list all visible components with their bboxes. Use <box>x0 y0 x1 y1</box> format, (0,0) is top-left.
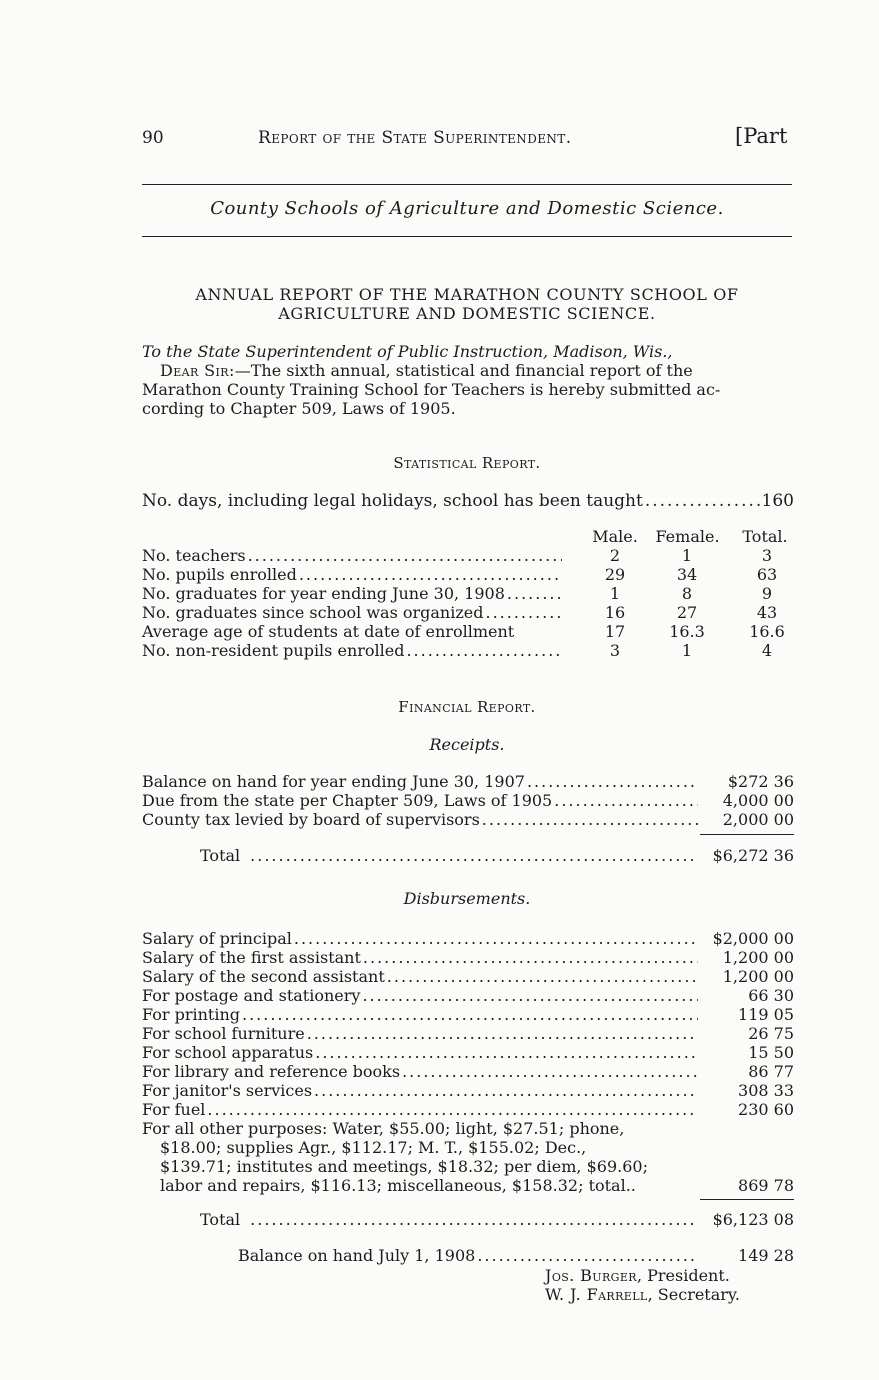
disbursement-amount: 15 50 <box>748 1043 794 1062</box>
disbursement-row <box>142 1043 698 1062</box>
receipt-label: Balance on hand for year ending June 30, 1907 <box>142 772 525 791</box>
disbursement-label: For school furniture <box>142 1024 305 1043</box>
leader-dots <box>507 584 562 603</box>
stat-label: No. graduates since school was organized <box>142 603 484 622</box>
page-number: 90 <box>142 128 164 148</box>
leader-dots <box>299 565 562 584</box>
letter-line1-text: —The sixth annual, statistical and financial report of the <box>234 361 693 380</box>
bottom-rule <box>142 236 792 237</box>
disbursement-row <box>142 1062 698 1081</box>
running-title: Report of the State Superintendent. <box>258 128 572 148</box>
stat-male: 16 <box>604 603 626 622</box>
days-row <box>142 491 762 511</box>
disbursements-sum-rule <box>700 1199 794 1200</box>
leader-dots <box>315 1043 698 1062</box>
col-male: Male. <box>592 527 638 546</box>
signature-president <box>545 1266 730 1285</box>
leader-dots <box>294 929 698 948</box>
signature-name: Jos. Burger <box>545 1266 637 1285</box>
disbursement-amount: 1,200 00 <box>722 967 794 986</box>
receipt-label: Due from the state per Chapter 509, Laws of 1905 <box>142 791 553 810</box>
receipt-amount: 4,000 00 <box>722 791 794 810</box>
leader-dots <box>248 546 562 565</box>
disbursement-label: Salary of principal <box>142 929 292 948</box>
disbursement-row <box>142 1024 698 1043</box>
leader-dots <box>402 1062 698 1081</box>
disbursement-amount: $2,000 00 <box>712 929 794 948</box>
stat-total: 3 <box>761 546 773 565</box>
stat-total: 43 <box>756 603 778 622</box>
receipt-row-0 <box>142 772 698 791</box>
days-value: 160 <box>761 491 794 511</box>
disbursement-row <box>142 948 698 967</box>
signature-title: , Secretary. <box>647 1285 740 1304</box>
receipts-heading: Receipts. <box>429 735 505 754</box>
disbursement-amount: 86 77 <box>748 1062 794 1081</box>
stat-total: 16.6 <box>749 622 785 641</box>
stat-total: 9 <box>761 584 773 603</box>
stat-row-0 <box>142 546 562 565</box>
stat-female: 1 <box>681 546 693 565</box>
receipt-amount: $272 36 <box>727 772 794 791</box>
receipts-total-row <box>200 846 698 865</box>
receipts-total-amount: $6,272 36 <box>712 846 794 865</box>
salutation: Dear Sir: <box>160 361 235 380</box>
letter-line1 <box>160 361 693 380</box>
leader-dots <box>207 1100 698 1119</box>
stat-male: 29 <box>604 565 626 584</box>
leader-dots <box>307 1024 698 1043</box>
disbursement-amount: 119 05 <box>738 1005 794 1024</box>
other-purposes-amount: 869 78 <box>738 1176 794 1195</box>
part-label: [Part <box>735 124 788 148</box>
leader-dots <box>482 810 698 829</box>
disbursement-row <box>142 967 698 986</box>
col-female: Female. <box>655 527 720 546</box>
stat-row-1 <box>142 565 562 584</box>
leader-dots <box>485 603 562 622</box>
leader-dots <box>645 491 762 511</box>
stat-label: No. pupils enrolled <box>142 565 297 584</box>
signature-title: , President. <box>636 1266 730 1285</box>
disbursement-row <box>142 1005 698 1024</box>
disbursements-total-amount: $6,123 08 <box>712 1210 794 1229</box>
disbursement-amount: 308 33 <box>738 1081 794 1100</box>
balance-row <box>238 1246 698 1265</box>
stat-female: 8 <box>681 584 693 603</box>
leader-dots <box>314 1081 698 1100</box>
total-label: Total <box>200 1210 241 1229</box>
col-total: Total. <box>742 527 788 546</box>
stat-female: 27 <box>676 603 698 622</box>
disbursements-heading: Disbursements. <box>403 889 531 908</box>
leader-dots <box>527 772 698 791</box>
section-title: County Schools of Agriculture and Domestic Science. <box>210 198 724 219</box>
receipt-label: County tax levied by board of supervisors <box>142 810 480 829</box>
stat-female: 34 <box>676 565 698 584</box>
receipts-sum-rule <box>700 834 794 835</box>
disbursements-total-row <box>200 1210 698 1229</box>
other-purposes-line2: $18.00; supplies Agr., $112.17; M. T., $155.02; Dec., <box>160 1138 587 1157</box>
stat-label: No. teachers <box>142 546 246 565</box>
stat-male: 3 <box>609 641 621 660</box>
receipt-amount: 2,000 00 <box>722 810 794 829</box>
disbursement-label: For janitor's services <box>142 1081 313 1100</box>
disbursement-label: For printing <box>142 1005 240 1024</box>
stat-total: 63 <box>756 565 778 584</box>
stat-row-5 <box>142 641 562 660</box>
leader-dots <box>554 791 698 810</box>
receipt-row-2 <box>142 810 698 829</box>
report-title-line2: AGRICULTURE AND DOMESTIC SCIENCE. <box>278 304 656 323</box>
stat-label: Average age of students at date of enrollment <box>142 622 515 641</box>
letter-line3: cording to Chapter 509, Laws of 1905. <box>142 399 456 418</box>
disbursement-row <box>142 929 698 948</box>
letter-addressee: To the State Superintendent of Public Instruction, Madison, Wis., <box>142 342 673 361</box>
disbursement-label: For fuel <box>142 1100 206 1119</box>
other-purposes-line3: $139.71; institutes and meetings, $18.32; per diem, $69.60; <box>160 1157 648 1176</box>
disbursement-amount: 66 30 <box>748 986 794 1005</box>
disbursement-label: Salary of the first assistant <box>142 948 361 967</box>
top-rule <box>142 184 792 185</box>
stat-row-3 <box>142 603 562 622</box>
statistical-heading: Statistical Report. <box>393 454 541 472</box>
leader-dots <box>387 967 698 986</box>
leader-dots <box>363 948 698 967</box>
stat-row-2 <box>142 584 562 603</box>
disbursement-row <box>142 986 698 1005</box>
leader-dots <box>362 986 698 1005</box>
leader-dots <box>242 1005 698 1024</box>
disbursement-row <box>142 1100 698 1119</box>
stat-female: 1 <box>681 641 693 660</box>
disbursement-label: For library and reference books <box>142 1062 401 1081</box>
financial-heading: Financial Report. <box>398 698 536 716</box>
signature-name: W. J. Farrell <box>545 1285 648 1304</box>
total-label: Total <box>200 846 241 865</box>
leader-dots <box>250 1210 698 1229</box>
report-title-line1: ANNUAL REPORT OF THE MARATHON COUNTY SCHOOL OF <box>195 285 739 304</box>
disbursement-amount: 1,200 00 <box>722 948 794 967</box>
disbursement-label: For postage and stationery <box>142 986 361 1005</box>
leader-dots <box>406 641 562 660</box>
stat-male: 2 <box>609 546 621 565</box>
disbursement-amount: 230 60 <box>738 1100 794 1119</box>
stat-label: No. non-resident pupils enrolled <box>142 641 405 660</box>
disbursement-amount: 26 75 <box>748 1024 794 1043</box>
disbursement-label: For school apparatus <box>142 1043 314 1062</box>
other-purposes-line1: For all other purposes: Water, $55.00; light, $27.51; phone, <box>142 1119 625 1138</box>
stat-male: 17 <box>604 622 626 641</box>
stat-male: 1 <box>609 584 621 603</box>
signature-secretary <box>545 1285 740 1304</box>
balance-amount: 149 28 <box>738 1246 794 1265</box>
disbursement-row <box>142 1081 698 1100</box>
days-label: No. days, including legal holidays, school has been taught <box>142 491 643 511</box>
stat-total: 4 <box>761 641 773 660</box>
letter-line2: Marathon County Training School for Teachers is hereby submitted ac- <box>142 380 721 399</box>
stat-female: 16.3 <box>669 622 705 641</box>
other-purposes-line4: labor and repairs, $116.13; miscellaneous, $158.32; total.. <box>160 1176 636 1195</box>
receipt-row-1 <box>142 791 698 810</box>
stat-label: No. graduates for year ending June 30, 1908 <box>142 584 505 603</box>
disbursement-label: Salary of the second assistant <box>142 967 385 986</box>
leader-dots <box>477 1246 698 1265</box>
balance-label: Balance on hand July 1, 1908 <box>238 1246 476 1265</box>
leader-dots <box>250 846 698 865</box>
